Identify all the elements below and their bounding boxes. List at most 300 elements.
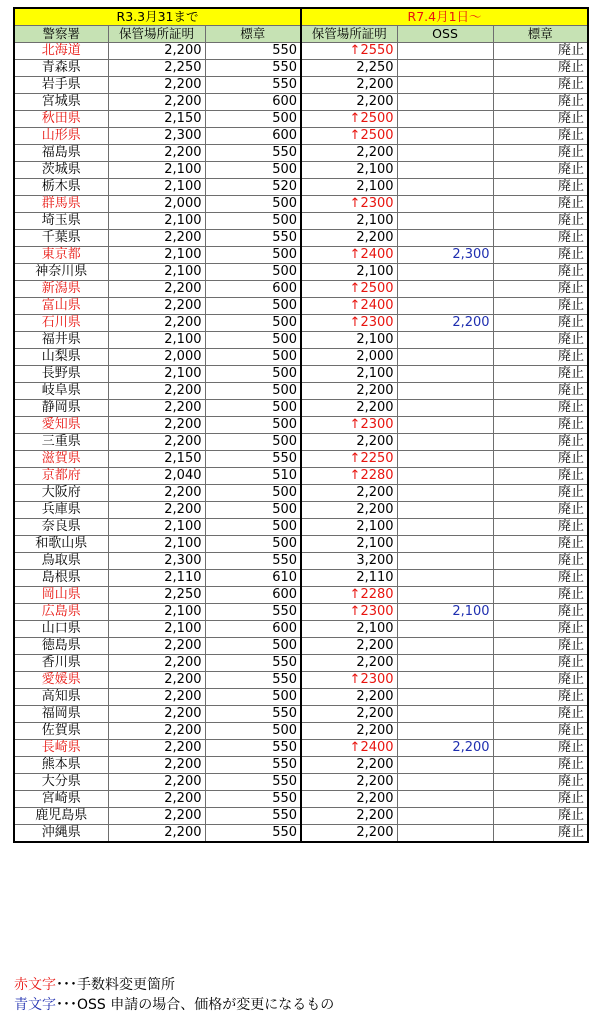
old-mark-fee-cell: 500	[205, 264, 301, 281]
old-mark-fee-cell: 500	[205, 315, 301, 332]
new-certificate-fee-cell: ↑2300	[301, 315, 397, 332]
prefecture-cell: 福岡県	[14, 706, 108, 723]
new-certificate-fee-cell: ↑2280	[301, 468, 397, 485]
legend-blue-text: ･･･OSS 申請の場合、価格が変更になるもの	[56, 997, 335, 1013]
table-row	[14, 43, 588, 60]
old-certificate-fee-cell: 2,200	[108, 434, 205, 451]
old-mark-fee-cell: 550	[205, 230, 301, 247]
new-mark-status-cell: 廃止	[493, 604, 588, 621]
oss-fee-cell	[397, 808, 493, 825]
fee-table-container	[13, 7, 587, 843]
table-row	[14, 196, 588, 213]
prefecture-cell: 群馬県	[14, 196, 108, 213]
oss-fee-cell	[397, 213, 493, 230]
new-mark-status-cell: 廃止	[493, 570, 588, 587]
new-certificate-fee-cell: 2,200	[301, 791, 397, 808]
old-mark-fee-cell: 550	[205, 145, 301, 162]
column-header-oss: OSS	[397, 26, 493, 43]
new-mark-status-cell: 廃止	[493, 706, 588, 723]
new-certificate-fee-cell: 2,110	[301, 570, 397, 587]
oss-fee-cell	[397, 553, 493, 570]
old-mark-fee-cell: 500	[205, 196, 301, 213]
prefecture-cell: 三重県	[14, 434, 108, 451]
new-certificate-fee-cell: 2,200	[301, 808, 397, 825]
new-mark-status-cell: 廃止	[493, 587, 588, 604]
prefecture-cell: 長野県	[14, 366, 108, 383]
old-mark-fee-cell: 500	[205, 434, 301, 451]
prefecture-cell: 千葉県	[14, 230, 108, 247]
new-mark-status-cell: 廃止	[493, 502, 588, 519]
new-mark-status-cell: 廃止	[493, 383, 588, 400]
table-row	[14, 451, 588, 468]
new-certificate-fee-cell: ↑2250	[301, 451, 397, 468]
old-mark-fee-cell: 500	[205, 213, 301, 230]
old-certificate-fee-cell: 2,200	[108, 740, 205, 757]
old-certificate-fee-cell: 2,200	[108, 808, 205, 825]
prefecture-cell: 神奈川県	[14, 264, 108, 281]
prefecture-cell: 新潟県	[14, 281, 108, 298]
oss-fee-cell	[397, 366, 493, 383]
oss-fee-cell	[397, 689, 493, 706]
new-mark-status-cell: 廃止	[493, 366, 588, 383]
old-certificate-fee-cell: 2,100	[108, 332, 205, 349]
new-certificate-fee-cell: 2,200	[301, 689, 397, 706]
fee-table	[13, 7, 589, 843]
new-certificate-fee-cell: ↑2280	[301, 587, 397, 604]
oss-fee-cell	[397, 417, 493, 434]
old-certificate-fee-cell: 2,200	[108, 774, 205, 791]
old-certificate-fee-cell: 2,200	[108, 791, 205, 808]
table-row	[14, 774, 588, 791]
old-certificate-fee-cell: 2,250	[108, 587, 205, 604]
table-row	[14, 60, 588, 77]
table-row	[14, 485, 588, 502]
new-mark-status-cell: 廃止	[493, 655, 588, 672]
prefecture-cell: 秋田県	[14, 111, 108, 128]
old-mark-fee-cell: 500	[205, 332, 301, 349]
new-mark-status-cell: 廃止	[493, 213, 588, 230]
new-certificate-fee-cell: ↑2300	[301, 672, 397, 689]
oss-fee-cell	[397, 400, 493, 417]
table-row	[14, 757, 588, 774]
table-row	[14, 94, 588, 111]
new-mark-status-cell: 廃止	[493, 332, 588, 349]
new-certificate-fee-cell: 2,200	[301, 757, 397, 774]
new-mark-status-cell: 廃止	[493, 774, 588, 791]
old-mark-fee-cell: 500	[205, 519, 301, 536]
table-row	[14, 655, 588, 672]
new-certificate-fee-cell: 2,200	[301, 825, 397, 843]
oss-fee-cell	[397, 485, 493, 502]
prefecture-cell: 福島県	[14, 145, 108, 162]
prefecture-cell: 岩手県	[14, 77, 108, 94]
prefecture-cell: 高知県	[14, 689, 108, 706]
old-mark-fee-cell: 550	[205, 60, 301, 77]
oss-fee-cell	[397, 281, 493, 298]
new-mark-status-cell: 廃止	[493, 179, 588, 196]
table-row	[14, 145, 588, 162]
oss-fee-cell	[397, 757, 493, 774]
prefecture-cell: 宮崎県	[14, 791, 108, 808]
oss-fee-cell	[397, 77, 493, 94]
old-certificate-fee-cell: 2,100	[108, 213, 205, 230]
prefecture-cell: 大阪府	[14, 485, 108, 502]
oss-fee-cell: 2,200	[397, 315, 493, 332]
oss-fee-cell	[397, 349, 493, 366]
prefecture-cell: 島根県	[14, 570, 108, 587]
prefecture-cell: 山口県	[14, 621, 108, 638]
new-mark-status-cell: 廃止	[493, 417, 588, 434]
new-mark-status-cell: 廃止	[493, 111, 588, 128]
legend-blue-row	[14, 995, 334, 1015]
oss-fee-cell: 2,200	[397, 740, 493, 757]
prefecture-cell: 青森県	[14, 60, 108, 77]
new-certificate-fee-cell: 2,200	[301, 502, 397, 519]
new-certificate-fee-cell: ↑2550	[301, 43, 397, 60]
new-certificate-fee-cell: 2,200	[301, 723, 397, 740]
new-certificate-fee-cell: 2,000	[301, 349, 397, 366]
old-certificate-fee-cell: 2,200	[108, 230, 205, 247]
new-mark-status-cell: 廃止	[493, 791, 588, 808]
old-certificate-fee-cell: 2,100	[108, 179, 205, 196]
table-row	[14, 366, 588, 383]
table-row	[14, 230, 588, 247]
old-mark-fee-cell: 510	[205, 468, 301, 485]
new-mark-status-cell: 廃止	[493, 723, 588, 740]
old-mark-fee-cell: 550	[205, 77, 301, 94]
old-certificate-fee-cell: 2,300	[108, 128, 205, 145]
old-mark-fee-cell: 500	[205, 366, 301, 383]
table-row	[14, 383, 588, 400]
table-row	[14, 213, 588, 230]
old-certificate-fee-cell: 2,200	[108, 689, 205, 706]
new-mark-status-cell: 廃止	[493, 162, 588, 179]
new-mark-status-cell: 廃止	[493, 485, 588, 502]
prefecture-cell: 茨城県	[14, 162, 108, 179]
old-mark-fee-cell: 500	[205, 536, 301, 553]
column-header-new-certificate: 保管場所証明	[301, 26, 397, 43]
prefecture-cell: 熊本県	[14, 757, 108, 774]
old-certificate-fee-cell: 2,200	[108, 638, 205, 655]
oss-fee-cell	[397, 383, 493, 400]
new-mark-status-cell: 廃止	[493, 468, 588, 485]
old-mark-fee-cell: 500	[205, 383, 301, 400]
old-mark-fee-cell: 500	[205, 162, 301, 179]
old-mark-fee-cell: 500	[205, 400, 301, 417]
oss-fee-cell: 2,100	[397, 604, 493, 621]
old-certificate-fee-cell: 2,200	[108, 706, 205, 723]
table-row	[14, 519, 588, 536]
new-certificate-fee-cell: 2,200	[301, 774, 397, 791]
new-certificate-fee-cell: ↑2500	[301, 281, 397, 298]
prefecture-cell: 北海道	[14, 43, 108, 60]
prefecture-cell: 岡山県	[14, 587, 108, 604]
table-row	[14, 77, 588, 94]
table-row	[14, 332, 588, 349]
new-certificate-fee-cell: 2,200	[301, 145, 397, 162]
table-row	[14, 434, 588, 451]
old-mark-fee-cell: 600	[205, 281, 301, 298]
old-certificate-fee-cell: 2,200	[108, 145, 205, 162]
old-mark-fee-cell: 550	[205, 706, 301, 723]
old-mark-fee-cell: 600	[205, 621, 301, 638]
new-mark-status-cell: 廃止	[493, 434, 588, 451]
new-mark-status-cell: 廃止	[493, 825, 588, 843]
table-row	[14, 825, 588, 843]
new-mark-status-cell: 廃止	[493, 638, 588, 655]
oss-fee-cell	[397, 145, 493, 162]
old-mark-fee-cell: 550	[205, 43, 301, 60]
old-mark-fee-cell: 550	[205, 451, 301, 468]
table-row	[14, 128, 588, 145]
oss-fee-cell	[397, 570, 493, 587]
prefecture-cell: 香川県	[14, 655, 108, 672]
prefecture-cell: 富山県	[14, 298, 108, 315]
period-header-row	[14, 8, 588, 26]
old-certificate-fee-cell: 2,100	[108, 366, 205, 383]
new-mark-status-cell: 廃止	[493, 400, 588, 417]
prefecture-cell: 山形県	[14, 128, 108, 145]
oss-fee-cell	[397, 179, 493, 196]
prefecture-cell: 東京都	[14, 247, 108, 264]
period-before-header: R3.3月31まで	[14, 8, 301, 26]
prefecture-cell: 宮城県	[14, 94, 108, 111]
table-row	[14, 111, 588, 128]
old-mark-fee-cell: 600	[205, 128, 301, 145]
new-certificate-fee-cell: 2,200	[301, 655, 397, 672]
new-certificate-fee-cell: 2,100	[301, 162, 397, 179]
old-certificate-fee-cell: 2,200	[108, 77, 205, 94]
table-row	[14, 349, 588, 366]
old-certificate-fee-cell: 2,200	[108, 655, 205, 672]
new-certificate-fee-cell: 2,100	[301, 621, 397, 638]
old-certificate-fee-cell: 2,200	[108, 315, 205, 332]
table-row	[14, 723, 588, 740]
prefecture-cell: 鳥取県	[14, 553, 108, 570]
column-header-new-mark: 標章	[493, 26, 588, 43]
old-certificate-fee-cell: 2,200	[108, 281, 205, 298]
new-certificate-fee-cell: ↑2400	[301, 740, 397, 757]
oss-fee-cell	[397, 43, 493, 60]
old-mark-fee-cell: 550	[205, 655, 301, 672]
new-mark-status-cell: 廃止	[493, 196, 588, 213]
new-mark-status-cell: 廃止	[493, 621, 588, 638]
table-row	[14, 400, 588, 417]
new-certificate-fee-cell: ↑2400	[301, 247, 397, 264]
oss-fee-cell	[397, 621, 493, 638]
new-mark-status-cell: 廃止	[493, 451, 588, 468]
oss-fee-cell	[397, 587, 493, 604]
old-certificate-fee-cell: 2,200	[108, 672, 205, 689]
new-mark-status-cell: 廃止	[493, 230, 588, 247]
old-certificate-fee-cell: 2,100	[108, 604, 205, 621]
old-mark-fee-cell: 500	[205, 349, 301, 366]
new-certificate-fee-cell: ↑2400	[301, 298, 397, 315]
old-mark-fee-cell: 500	[205, 485, 301, 502]
old-mark-fee-cell: 500	[205, 502, 301, 519]
table-row	[14, 264, 588, 281]
new-mark-status-cell: 廃止	[493, 672, 588, 689]
old-mark-fee-cell: 550	[205, 672, 301, 689]
old-certificate-fee-cell: 2,300	[108, 553, 205, 570]
new-mark-status-cell: 廃止	[493, 536, 588, 553]
table-row	[14, 587, 588, 604]
prefecture-cell: 京都府	[14, 468, 108, 485]
old-mark-fee-cell: 520	[205, 179, 301, 196]
prefecture-cell: 長崎県	[14, 740, 108, 757]
table-row	[14, 791, 588, 808]
legend-blue-label: 青文字	[14, 997, 56, 1013]
oss-fee-cell: 2,300	[397, 247, 493, 264]
oss-fee-cell	[397, 825, 493, 843]
prefecture-cell: 福井県	[14, 332, 108, 349]
old-certificate-fee-cell: 2,200	[108, 298, 205, 315]
new-mark-status-cell: 廃止	[493, 689, 588, 706]
old-certificate-fee-cell: 2,000	[108, 349, 205, 366]
new-certificate-fee-cell: 2,200	[301, 485, 397, 502]
new-mark-status-cell: 廃止	[493, 94, 588, 111]
old-certificate-fee-cell: 2,200	[108, 502, 205, 519]
prefecture-cell: 徳島県	[14, 638, 108, 655]
old-mark-fee-cell: 500	[205, 689, 301, 706]
oss-fee-cell	[397, 638, 493, 655]
old-mark-fee-cell: 500	[205, 247, 301, 264]
new-certificate-fee-cell: 2,200	[301, 230, 397, 247]
legend-red-label: 赤文字	[14, 977, 56, 993]
oss-fee-cell	[397, 298, 493, 315]
prefecture-cell: 愛媛県	[14, 672, 108, 689]
old-certificate-fee-cell: 2,100	[108, 536, 205, 553]
new-mark-status-cell: 廃止	[493, 281, 588, 298]
prefecture-cell: 佐賀県	[14, 723, 108, 740]
oss-fee-cell	[397, 468, 493, 485]
old-mark-fee-cell: 550	[205, 808, 301, 825]
new-mark-status-cell: 廃止	[493, 757, 588, 774]
old-mark-fee-cell: 550	[205, 553, 301, 570]
new-certificate-fee-cell: 2,200	[301, 383, 397, 400]
old-mark-fee-cell: 550	[205, 774, 301, 791]
old-mark-fee-cell: 550	[205, 825, 301, 843]
old-mark-fee-cell: 610	[205, 570, 301, 587]
table-row	[14, 706, 588, 723]
old-certificate-fee-cell: 2,100	[108, 519, 205, 536]
column-header-station: 警察署	[14, 26, 108, 43]
new-mark-status-cell: 廃止	[493, 247, 588, 264]
new-certificate-fee-cell: ↑2300	[301, 604, 397, 621]
old-mark-fee-cell: 500	[205, 111, 301, 128]
old-certificate-fee-cell: 2,250	[108, 60, 205, 77]
prefecture-cell: 沖縄県	[14, 825, 108, 843]
new-mark-status-cell: 廃止	[493, 128, 588, 145]
old-certificate-fee-cell: 2,100	[108, 162, 205, 179]
oss-fee-cell	[397, 451, 493, 468]
oss-fee-cell	[397, 774, 493, 791]
old-certificate-fee-cell: 2,200	[108, 400, 205, 417]
new-certificate-fee-cell: 2,100	[301, 519, 397, 536]
new-certificate-fee-cell: 2,100	[301, 264, 397, 281]
oss-fee-cell	[397, 111, 493, 128]
oss-fee-cell	[397, 196, 493, 213]
old-mark-fee-cell: 500	[205, 723, 301, 740]
old-certificate-fee-cell: 2,200	[108, 485, 205, 502]
prefecture-cell: 山梨県	[14, 349, 108, 366]
new-certificate-fee-cell: 2,200	[301, 94, 397, 111]
old-certificate-fee-cell: 2,100	[108, 264, 205, 281]
oss-fee-cell	[397, 434, 493, 451]
old-mark-fee-cell: 600	[205, 587, 301, 604]
new-certificate-fee-cell: ↑2500	[301, 128, 397, 145]
new-certificate-fee-cell: 2,100	[301, 332, 397, 349]
oss-fee-cell	[397, 60, 493, 77]
old-mark-fee-cell: 550	[205, 791, 301, 808]
table-row	[14, 689, 588, 706]
old-certificate-fee-cell: 2,000	[108, 196, 205, 213]
new-certificate-fee-cell: ↑2500	[301, 111, 397, 128]
old-mark-fee-cell: 550	[205, 757, 301, 774]
column-header-row	[14, 26, 588, 43]
new-certificate-fee-cell: ↑2300	[301, 196, 397, 213]
old-mark-fee-cell: 500	[205, 638, 301, 655]
new-certificate-fee-cell: 2,100	[301, 366, 397, 383]
prefecture-cell: 和歌山県	[14, 536, 108, 553]
old-mark-fee-cell: 500	[205, 298, 301, 315]
old-certificate-fee-cell: 2,200	[108, 417, 205, 434]
oss-fee-cell	[397, 706, 493, 723]
old-certificate-fee-cell: 2,040	[108, 468, 205, 485]
prefecture-cell: 岐阜県	[14, 383, 108, 400]
old-certificate-fee-cell: 2,200	[108, 723, 205, 740]
column-header-old-mark: 標章	[205, 26, 301, 43]
old-certificate-fee-cell: 2,110	[108, 570, 205, 587]
old-mark-fee-cell: 550	[205, 604, 301, 621]
new-mark-status-cell: 廃止	[493, 264, 588, 281]
new-mark-status-cell: 廃止	[493, 60, 588, 77]
new-mark-status-cell: 廃止	[493, 519, 588, 536]
legend-red-text: ･･･手数料変更箇所	[56, 977, 175, 993]
prefecture-cell: 愛知県	[14, 417, 108, 434]
new-mark-status-cell: 廃止	[493, 298, 588, 315]
new-certificate-fee-cell: 2,200	[301, 77, 397, 94]
new-mark-status-cell: 廃止	[493, 43, 588, 60]
oss-fee-cell	[397, 502, 493, 519]
table-row	[14, 247, 588, 264]
old-mark-fee-cell: 550	[205, 740, 301, 757]
old-mark-fee-cell: 500	[205, 417, 301, 434]
table-row	[14, 553, 588, 570]
new-mark-status-cell: 廃止	[493, 553, 588, 570]
prefecture-cell: 栃木県	[14, 179, 108, 196]
old-certificate-fee-cell: 2,100	[108, 247, 205, 264]
table-row	[14, 536, 588, 553]
new-mark-status-cell: 廃止	[493, 808, 588, 825]
table-row	[14, 740, 588, 757]
new-certificate-fee-cell: 2,200	[301, 706, 397, 723]
old-certificate-fee-cell: 2,200	[108, 94, 205, 111]
prefecture-cell: 滋賀県	[14, 451, 108, 468]
prefecture-cell: 広島県	[14, 604, 108, 621]
oss-fee-cell	[397, 128, 493, 145]
new-certificate-fee-cell: 2,200	[301, 638, 397, 655]
old-mark-fee-cell: 600	[205, 94, 301, 111]
old-certificate-fee-cell: 2,200	[108, 43, 205, 60]
column-header-old-certificate: 保管場所証明	[108, 26, 205, 43]
old-certificate-fee-cell: 2,100	[108, 621, 205, 638]
new-certificate-fee-cell: ↑2300	[301, 417, 397, 434]
new-mark-status-cell: 廃止	[493, 740, 588, 757]
prefecture-cell: 大分県	[14, 774, 108, 791]
legend-red-row	[14, 975, 334, 995]
new-mark-status-cell: 廃止	[493, 349, 588, 366]
